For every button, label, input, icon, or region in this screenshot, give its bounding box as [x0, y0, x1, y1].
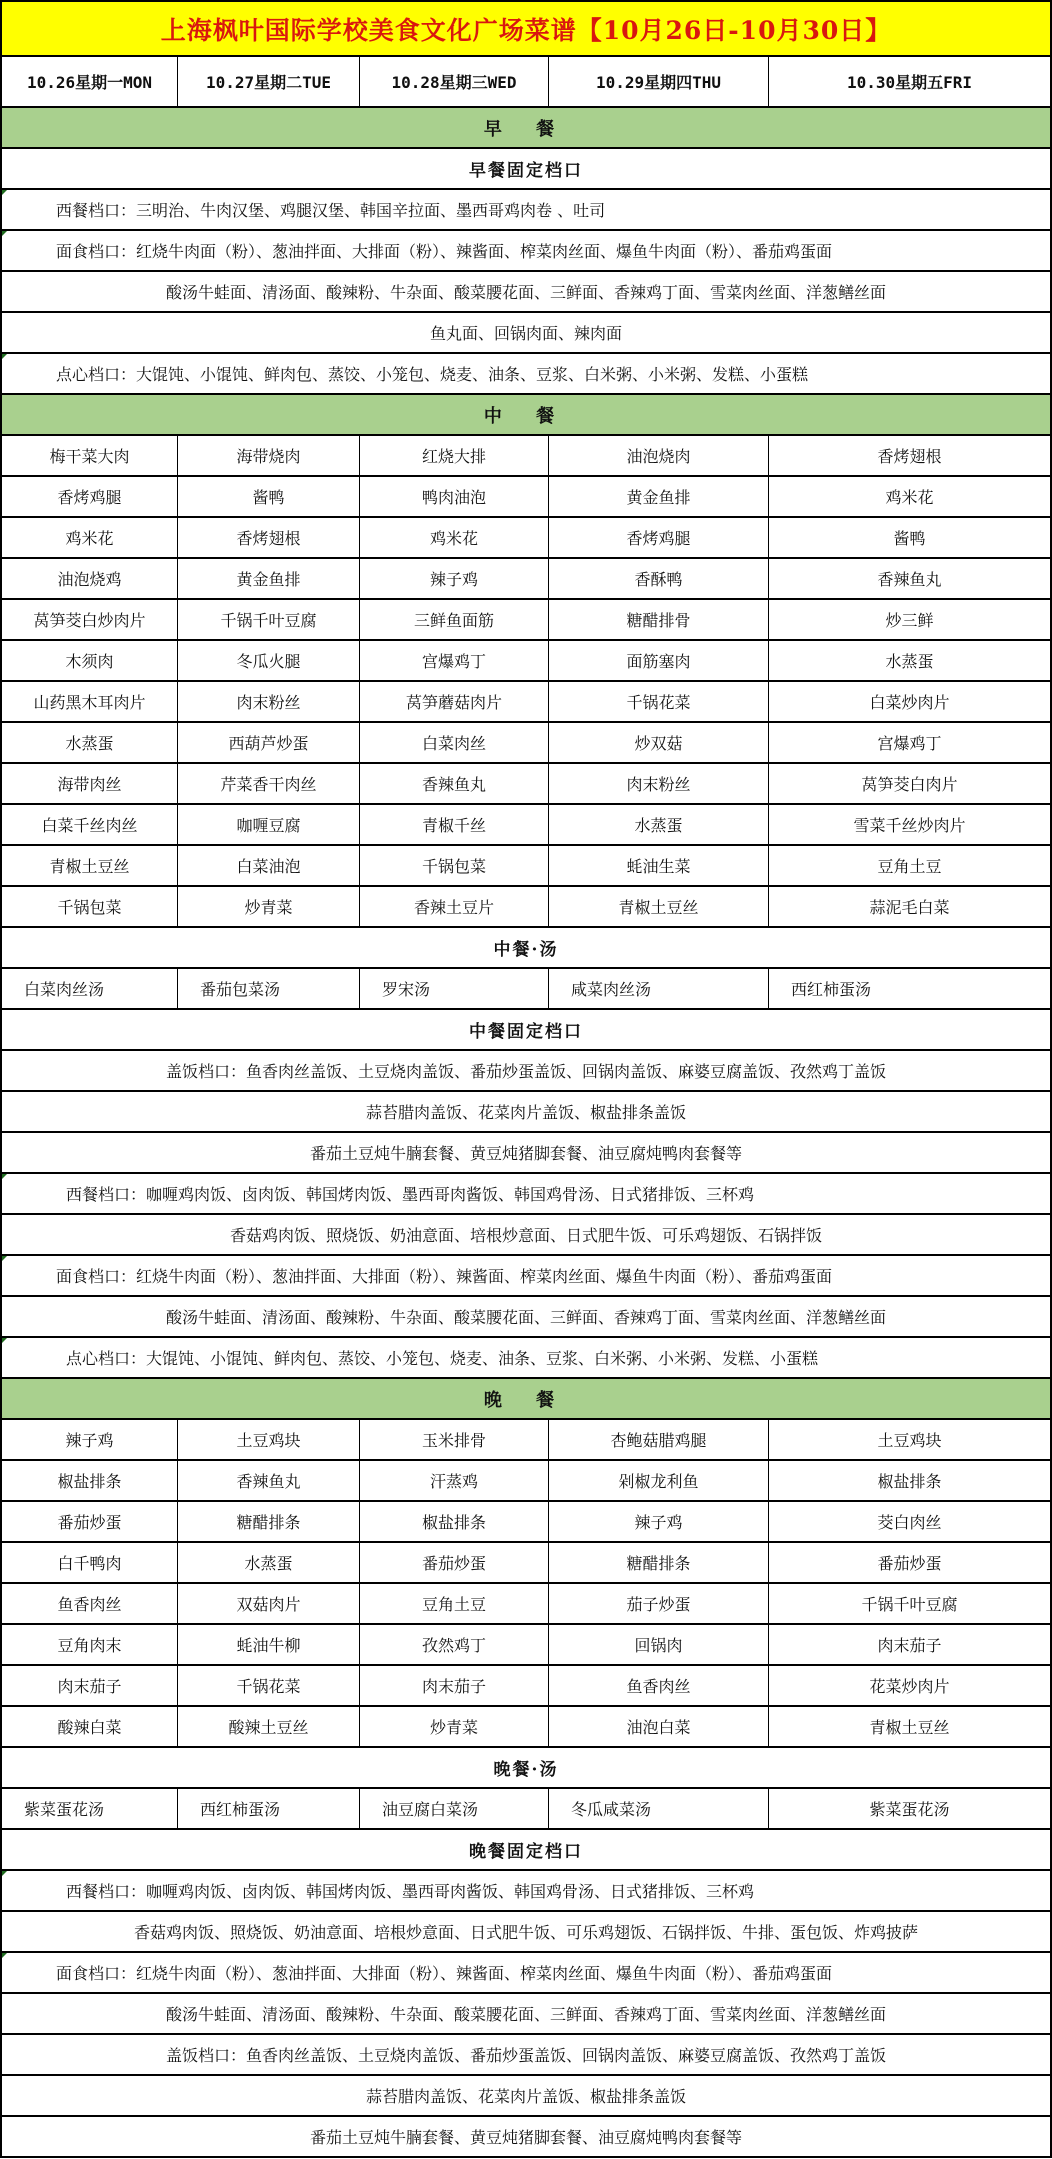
dish-cell: 香辣鱼丸 [877, 570, 942, 589]
line-text: 盖饭档口：鱼香肉丝盖饭、土豆烧肉盖饭、番茄炒蛋盖饭、回锅肉盖饭、麻婆豆腐盖饭、孜然鸡丁盖饭 [165, 1062, 886, 1081]
dish-cell: 肉末茄子 [2, 1666, 178, 1705]
line-text: 酸汤牛蛙面、清汤面、酸辣粉、牛杂面、酸菜腰花面、三鲜面、香辣鸡丁面、雪菜肉丝面、洋葱鳝丝面 [165, 283, 886, 302]
dish-cell: 椒盐排条 [877, 1472, 942, 1491]
dish-cell: 千锅花菜 [549, 682, 769, 721]
dish-cell: 酱鸭 [893, 529, 926, 548]
dinner-dish-grid [2, 1420, 1050, 1748]
dish-cell: 水蒸蛋 [885, 652, 934, 671]
dish-cell: 双菇肉片 [178, 1584, 360, 1623]
dish-cell: 土豆鸡块 [178, 1420, 360, 1459]
dish-cell: 炒三鲜 [885, 611, 934, 630]
line-text: 面食档口：红烧牛肉面（粉）、葱油拌面、大排面（粉）、辣酱面、榨菜肉丝面、爆鱼牛肉面（粉）、番茄鸡蛋面 [56, 1964, 833, 1983]
day-header-fri: 10.30星期五FRI [846, 73, 973, 92]
dish-cell: 椒盐排条 [360, 1502, 549, 1541]
dinner-section-header: 晚 餐 [2, 1379, 1050, 1420]
dinner-fixed-line [2, 1953, 1050, 1994]
dish-row [2, 846, 1050, 887]
dish-row [2, 477, 1050, 518]
dish-cell: 香烤翅根 [877, 447, 942, 466]
day-header-thu: 10.29星期四THU [549, 57, 769, 106]
dish-cell: 山药黑木耳肉片 [2, 682, 178, 721]
dish-cell: 糖醋排条 [549, 1543, 769, 1582]
dish-cell: 宫爆鸡丁 [360, 641, 549, 680]
dish-cell: 青椒土豆丝 [549, 887, 769, 926]
dish-cell: 炒青菜 [178, 887, 360, 926]
dish-cell: 茄子炒蛋 [549, 1584, 769, 1623]
dish-row [2, 559, 1050, 600]
line-text: 西餐档口：咖喱鸡肉饭、卤肉饭、韩国烤肉饭、墨西哥肉酱饭、韩国鸡骨汤、日式猪排饭、三杯鸡 [66, 1882, 755, 1901]
lunch-fixed-line [2, 1338, 1050, 1379]
dish-cell: 剁椒龙利鱼 [549, 1461, 769, 1500]
line-text: 酸汤牛蛙面、清汤面、酸辣粉、牛杂面、酸菜腰花面、三鲜面、香辣鸡丁面、雪菜肉丝面、洋葱鳝丝面 [165, 2005, 886, 2024]
dinner-fixed-line [2, 1871, 1050, 1912]
dish-cell: 孜然鸡丁 [360, 1625, 549, 1664]
breakfast-fixed-title: 早餐固定档口 [2, 149, 1050, 190]
dinner-soup-title: 晚餐·汤 [2, 1748, 1050, 1789]
line-text: 点心档口：大馄饨、小馄饨、鲜肉包、蒸饺、小笼包、烧麦、油条、豆浆、白米粥、小米粥、发糕、小蛋糕 [66, 1349, 819, 1368]
dish-cell: 水蒸蛋 [178, 1543, 360, 1582]
line-text: 鱼丸面、回锅肉面、辣肉面 [429, 324, 622, 343]
soup-cell: 紫菜蛋花汤 [2, 1789, 178, 1828]
dish-cell: 辣子鸡 [549, 1502, 769, 1541]
dish-cell: 杏鲍菇腊鸡腿 [549, 1420, 769, 1459]
line-text: 番茄土豆炖牛腩套餐、黄豆炖猪脚套餐、油豆腐炖鸭肉套餐等 [309, 2128, 742, 2147]
dish-cell: 豆角肉末 [2, 1625, 178, 1664]
dish-row [2, 518, 1050, 559]
soup-cell: 冬瓜咸菜汤 [549, 1789, 769, 1828]
soup-cell: 西红柿蛋汤 [178, 1789, 360, 1828]
dish-cell: 西葫芦炒蛋 [178, 723, 360, 762]
line-text: 香菇鸡肉饭、照烧饭、奶油意面、培根炒意面、日式肥牛饭、可乐鸡翅饭、石锅拌饭、牛排、蛋包饭、炸鸡披萨 [133, 1923, 918, 1942]
lunch-dish-grid [2, 436, 1050, 928]
dish-row [2, 805, 1050, 846]
dish-cell: 青椒土豆丝 [869, 1718, 950, 1737]
day-header-tue: 10.27星期二TUE [178, 57, 360, 106]
dish-cell: 莴笋茭白肉片 [861, 775, 958, 794]
dish-cell: 花菜炒肉片 [869, 1677, 950, 1696]
dish-cell: 豆角土豆 [877, 857, 942, 876]
cell-marker-icon [2, 190, 7, 195]
lunch-fixed-line [2, 1256, 1050, 1297]
dish-row [2, 1543, 1050, 1584]
dish-cell: 海带肉丝 [2, 764, 178, 803]
dish-cell: 辣子鸡 [2, 1420, 178, 1459]
lunch-soup-row [2, 969, 1050, 1010]
dish-cell: 白菜炒肉片 [869, 693, 950, 712]
dish-row [2, 887, 1050, 928]
dish-cell: 千锅花菜 [178, 1666, 360, 1705]
breakfast-fixed-line [2, 313, 1050, 354]
dish-cell: 千锅包菜 [2, 887, 178, 926]
dish-cell: 蒜泥毛白菜 [869, 898, 950, 917]
lunch-fixed-line [2, 1297, 1050, 1338]
dish-cell: 酱鸭 [178, 477, 360, 516]
dish-row [2, 1461, 1050, 1502]
soup-cell: 油豆腐白菜汤 [360, 1789, 549, 1828]
cell-marker-icon [2, 1338, 7, 1343]
dish-cell: 糖醋排骨 [549, 600, 769, 639]
dinner-fixed-line [2, 1994, 1050, 2035]
line-text: 香菇鸡肉饭、照烧饭、奶油意面、培根炒意面、日式肥牛饭、可乐鸡翅饭、石锅拌饭 [229, 1226, 822, 1245]
dish-cell: 番茄炒蛋 [360, 1543, 549, 1582]
breakfast-fixed-line [2, 354, 1050, 395]
dish-cell: 香烤鸡腿 [549, 518, 769, 557]
line-text: 点心档口：大馄饨、小馄饨、鲜肉包、蒸饺、小笼包、烧麦、油条、豆浆、白米粥、小米粥、发糕、小蛋糕 [56, 365, 809, 384]
dish-cell: 酸辣土豆丝 [178, 1707, 360, 1746]
dish-row [2, 641, 1050, 682]
lunch-fixed-line [2, 1174, 1050, 1215]
dish-cell: 油泡烧肉 [549, 436, 769, 475]
dish-cell: 油泡烧鸡 [2, 559, 178, 598]
page-title: 上海枫叶国际学校美食文化广场菜谱【10月26日-10月30日】 [160, 15, 892, 45]
dish-cell: 水蒸蛋 [2, 723, 178, 762]
dish-row [2, 1666, 1050, 1707]
soup-cell: 番茄包菜汤 [178, 969, 360, 1008]
dish-cell: 肉末粉丝 [549, 764, 769, 803]
dish-cell: 莴笋茭白炒肉片 [2, 600, 178, 639]
dish-cell: 鱼香肉丝 [2, 1584, 178, 1623]
dish-cell: 油泡白菜 [549, 1707, 769, 1746]
dish-cell: 海带烧肉 [178, 436, 360, 475]
day-header-wed: 10.28星期三WED [360, 57, 549, 106]
dish-row [2, 1584, 1050, 1625]
dish-cell: 香烤翅根 [178, 518, 360, 557]
dish-cell: 汗蒸鸡 [360, 1461, 549, 1500]
breakfast-fixed-line [2, 190, 1050, 231]
dish-cell: 鱼香肉丝 [549, 1666, 769, 1705]
dish-cell: 玉米排骨 [360, 1420, 549, 1459]
dish-cell: 鸡米花 [2, 518, 178, 557]
dinner-soup-row [2, 1789, 1050, 1830]
dish-row [2, 1707, 1050, 1748]
dinner-fixed-line [2, 2117, 1050, 2158]
dish-cell: 椒盐排条 [2, 1461, 178, 1500]
cell-marker-icon [2, 1953, 7, 1958]
dish-cell: 番茄炒蛋 [2, 1502, 178, 1541]
dish-cell: 香辣土豆片 [360, 887, 549, 926]
dish-row [2, 1502, 1050, 1543]
dish-cell: 鸡米花 [360, 518, 549, 557]
day-header-mon: 10.26星期一MON [2, 57, 178, 106]
dish-row [2, 1420, 1050, 1461]
dish-row [2, 600, 1050, 641]
dish-cell: 咖喱豆腐 [178, 805, 360, 844]
cell-marker-icon [2, 231, 7, 236]
breakfast-fixed-line [2, 231, 1050, 272]
dish-row [2, 723, 1050, 764]
dish-cell: 肉末茄子 [877, 1636, 942, 1655]
dish-cell: 红烧大排 [360, 436, 549, 475]
dish-row [2, 1625, 1050, 1666]
dish-cell: 炒双菇 [549, 723, 769, 762]
line-text: 西餐档口：咖喱鸡肉饭、卤肉饭、韩国烤肉饭、墨西哥肉酱饭、韩国鸡骨汤、日式猪排饭、三杯鸡 [66, 1185, 755, 1204]
dish-cell: 青椒土豆丝 [2, 846, 178, 885]
dish-cell: 茭白肉丝 [877, 1513, 942, 1532]
dinner-fixed-line [2, 2035, 1050, 2076]
cell-marker-icon [2, 1871, 7, 1876]
dish-cell: 水蒸蛋 [549, 805, 769, 844]
soup-cell: 罗宋汤 [360, 969, 549, 1008]
dish-cell: 香辣鱼丸 [178, 1461, 360, 1500]
dish-cell: 千锅包菜 [360, 846, 549, 885]
dish-cell: 糖醋排条 [178, 1502, 360, 1541]
lunch-fixed-line [2, 1051, 1050, 1092]
soup-cell: 咸菜肉丝汤 [549, 969, 769, 1008]
dish-cell: 香酥鸭 [549, 559, 769, 598]
line-text: 面食档口：红烧牛肉面（粉）、葱油拌面、大排面（粉）、辣酱面、榨菜肉丝面、爆鱼牛肉面（粉）、番茄鸡蛋面 [56, 1267, 833, 1286]
line-text: 面食档口：红烧牛肉面（粉）、葱油拌面、大排面（粉）、辣酱面、榨菜肉丝面、爆鱼牛肉面（粉）、番茄鸡蛋面 [56, 242, 833, 261]
lunch-fixed-line [2, 1215, 1050, 1256]
cell-marker-icon [2, 1174, 7, 1179]
dish-cell: 鸭肉油泡 [360, 477, 549, 516]
dish-cell: 蚝油生菜 [549, 846, 769, 885]
dish-row [2, 682, 1050, 723]
soup-cell: 白菜肉丝汤 [2, 969, 178, 1008]
dish-cell: 鸡米花 [885, 488, 934, 507]
dish-cell: 宫爆鸡丁 [877, 734, 942, 753]
dish-cell: 黄金鱼排 [178, 559, 360, 598]
dish-cell: 白菜肉丝 [360, 723, 549, 762]
dish-cell: 肉末茄子 [360, 1666, 549, 1705]
dish-cell: 冬瓜火腿 [178, 641, 360, 680]
dish-cell: 莴笋蘑菇肉片 [360, 682, 549, 721]
dish-cell: 辣子鸡 [360, 559, 549, 598]
dish-cell: 白菜油泡 [178, 846, 360, 885]
dish-cell: 蚝油牛柳 [178, 1625, 360, 1664]
dish-row [2, 436, 1050, 477]
dish-cell: 肉末粉丝 [178, 682, 360, 721]
lunch-section-header: 中 餐 [2, 395, 1050, 436]
line-text: 盖饭档口：鱼香肉丝盖饭、土豆烧肉盖饭、番茄炒蛋盖饭、回锅肉盖饭、麻婆豆腐盖饭、孜然鸡丁盖饭 [165, 2046, 886, 2065]
dish-cell: 芹菜香干肉丝 [178, 764, 360, 803]
dish-cell: 香烤鸡腿 [2, 477, 178, 516]
dish-cell: 豆角土豆 [360, 1584, 549, 1623]
line-text: 蒜苔腊肉盖饭、花菜肉片盖饭、椒盐排条盖饭 [365, 2087, 686, 2106]
lunch-soup-title: 中餐·汤 [2, 928, 1050, 969]
soup-cell: 紫菜蛋花汤 [869, 1800, 950, 1819]
soup-cell: 西红柿蛋汤 [791, 980, 872, 999]
cell-marker-icon [2, 1256, 7, 1261]
line-text: 酸汤牛蛙面、清汤面、酸辣粉、牛杂面、酸菜腰花面、三鲜面、香辣鸡丁面、雪菜肉丝面、洋葱鳝丝面 [165, 1308, 886, 1327]
dish-cell: 土豆鸡块 [877, 1431, 942, 1450]
dish-cell: 雪菜千丝炒肉片 [853, 816, 966, 835]
date-header-row [2, 57, 1050, 108]
dish-cell: 青椒千丝 [360, 805, 549, 844]
dinner-fixed-line [2, 2076, 1050, 2117]
dish-cell: 酸辣白菜 [2, 1707, 178, 1746]
dish-cell: 木须肉 [2, 641, 178, 680]
lunch-fixed-title: 中餐固定档口 [2, 1010, 1050, 1051]
line-text: 番茄土豆炖牛腩套餐、黄豆炖猪脚套餐、油豆腐炖鸭肉套餐等 [309, 1144, 742, 1163]
dish-cell: 千锅千叶豆腐 [178, 600, 360, 639]
title-row [2, 0, 1050, 57]
lunch-fixed-line [2, 1133, 1050, 1174]
dish-cell: 梅干菜大肉 [2, 436, 178, 475]
lunch-fixed-line [2, 1092, 1050, 1133]
dish-cell: 番茄炒蛋 [877, 1554, 942, 1573]
dish-cell: 三鲜鱼面筋 [360, 600, 549, 639]
dish-cell: 黄金鱼排 [549, 477, 769, 516]
dish-row [2, 764, 1050, 805]
dinner-fixed-title: 晚餐固定档口 [2, 1830, 1050, 1871]
line-text: 蒜苔腊肉盖饭、花菜肉片盖饭、椒盐排条盖饭 [365, 1103, 686, 1122]
line-text: 西餐档口：三明治、牛肉汉堡、鸡腿汉堡、韩国辛拉面、墨西哥鸡肉卷 、吐司 [56, 201, 606, 220]
dish-cell: 香辣鱼丸 [360, 764, 549, 803]
dish-cell: 面筋塞肉 [549, 641, 769, 680]
dish-cell: 白千鸭肉 [2, 1543, 178, 1582]
dish-cell: 炒青菜 [360, 1707, 549, 1746]
dish-cell: 千锅千叶豆腐 [861, 1595, 958, 1614]
cell-marker-icon [2, 354, 7, 359]
dish-cell: 回锅肉 [549, 1625, 769, 1664]
dish-cell: 白菜千丝肉丝 [2, 805, 178, 844]
dinner-fixed-line [2, 1912, 1050, 1953]
breakfast-fixed-line [2, 272, 1050, 313]
breakfast-section-header: 早 餐 [2, 108, 1050, 149]
